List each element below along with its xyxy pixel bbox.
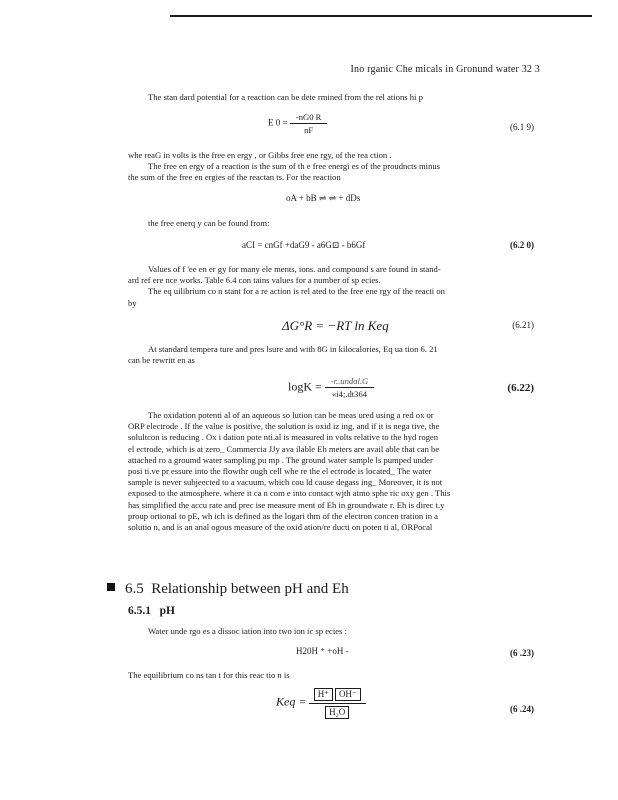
text-line: the sum of the free en ergies of the reactan ts. For the reaction — [128, 172, 341, 183]
bracket-term: H⁺ — [314, 688, 333, 701]
text-line: The oxidation potenti al of an aqueous so lution can be meas ured using a red ox or — [148, 410, 434, 420]
fraction-denominator: nF — [304, 125, 314, 135]
text-line: Water unde rgo es a dissoc iation into two ion ic sp ecies : — [148, 626, 347, 636]
text-line: The stan dard potential for a reaction can be dete rmined from the rel ations hi p — [148, 92, 423, 102]
text-line: ORP electrode . If the value is positive, the solution is oxid iz ing, and if it is nega tive, the — [128, 421, 440, 432]
text-line: sample is never subjeected to a vacuum, which cou ld cause degass ing_ Moreover, it is not — [128, 477, 443, 488]
equation-number: (6.2 0) — [510, 240, 534, 250]
equation-number: (6.1 9) — [510, 122, 534, 132]
paragraph — [128, 264, 536, 309]
text-line: The free en ergy of a reaction is the sum of th e free energi es of the proudncts minus — [148, 161, 441, 172]
paragraph — [128, 150, 536, 184]
equation-6-24 — [276, 688, 366, 719]
paragraph — [128, 410, 536, 533]
fraction-denominator: «i4;.dt364 — [331, 389, 368, 399]
reaction-equation: oA + bB ⇌ ⇌ + dDs — [286, 193, 361, 203]
section-bullet — [107, 583, 115, 591]
text-line: can be rewritt en as — [128, 355, 195, 366]
text-line: el ectrode, which is at zero_ Commercia JJy ava ilable Eh meters are avail able that can be — [128, 443, 440, 454]
section-number: 6.5 — [125, 581, 144, 597]
paragraph — [128, 626, 536, 637]
text-line: proup ortional to pE, wh ich is defined as the logari thm of the electron concen tration in a — [128, 510, 439, 521]
text-line: ard ref ere nce works. Table 6.4 con tains values for a number of sp ecies. — [128, 275, 381, 286]
subsection-number: 6.5.1 — [128, 605, 151, 617]
fraction-denominator — [309, 704, 366, 719]
equation-lhs: Keq = — [276, 694, 307, 709]
bracket-term: OH⁻ — [335, 688, 361, 701]
equation-6-20: aCI = cnGf +daG9 - a6G⊡ - b6Gf — [242, 240, 366, 250]
subsection-heading — [128, 605, 175, 617]
text-line: by — [128, 297, 137, 308]
fraction — [290, 112, 328, 135]
fraction-numerator: -r..undɑl.G — [325, 376, 374, 388]
text-line: whe reaG in volts is the free en ergy , or Gibbs free ene rgy, of the rea ction . — [128, 150, 392, 160]
text-line: attached ro a groumd water sampling pu mp . The ground water sample ls pumped under — [128, 454, 433, 465]
text-line: At standard tempera ture and pres lsure and with 8G in kilocalories, Eq ua tion 6. 21 — [148, 344, 438, 354]
fraction — [325, 376, 374, 399]
text-line: the free enerq y can be found from: — [148, 218, 270, 228]
fraction — [309, 688, 366, 719]
equation-6-21: ΔG°R = −RT ln Keq — [282, 318, 389, 333]
equation-number: (6 .24) — [510, 704, 534, 714]
header-rule — [170, 15, 592, 17]
text-line: Values of f 'ee en er gy for many ele ments, ions. and compound s are found in stand- — [148, 264, 441, 274]
text-line: solultcon is reducing . Ox i dation pote nti.al is measured in volts relative to the hyd rogen — [128, 432, 439, 443]
paragraph — [128, 92, 556, 103]
paragraph — [148, 218, 556, 229]
text-line: has simplified the accu rate and prec ise measure ment of Eh in groundwate r. Eh is direc t.y — [128, 499, 445, 510]
fraction-numerator — [309, 688, 366, 704]
equation-6-23: H20H ⁺ +oH - — [296, 646, 349, 656]
text-line: solutio n, and is an anal ogous measure of the oxid ation/re ducti on poten ti al, ORPocal — [128, 522, 433, 533]
equation-number: (6.21) — [512, 320, 534, 330]
subsection-title: pH — [159, 605, 175, 617]
text-line: posi ti.ve pr essure into the flowthr ough cell whe re the el ectrode is located_ The water — [128, 466, 432, 477]
text-line: The eq uilibrium co n stant for a re action is rel ated to the free ene rgy of the reacti on — [148, 286, 445, 297]
equation-number: (6.22) — [507, 382, 534, 394]
paragraph — [128, 344, 536, 366]
section-heading — [107, 581, 349, 598]
equation-lhs: E 0 = — [268, 117, 288, 128]
equation-6-19 — [268, 112, 327, 135]
text-line: exposed to the atmosphere. where it ca n com e into contact wjth atmo sphe ric oxy gen . This — [128, 488, 451, 499]
equation-6-22 — [288, 376, 374, 399]
fraction-numerator: -nG0 R — [290, 112, 328, 124]
text-line: The equilibrium co ns tan t for this reac tio n is — [128, 670, 290, 680]
section-title: Relationship between pH and Eh — [151, 581, 349, 597]
equation-number: (6 .23) — [510, 648, 534, 658]
bracket-term: H₂O — [325, 706, 349, 719]
running-header: Ino rganic Che micals in Gronund water 32 3 — [350, 64, 540, 75]
paragraph — [128, 670, 536, 681]
equation-lhs: logK = — [288, 379, 322, 394]
